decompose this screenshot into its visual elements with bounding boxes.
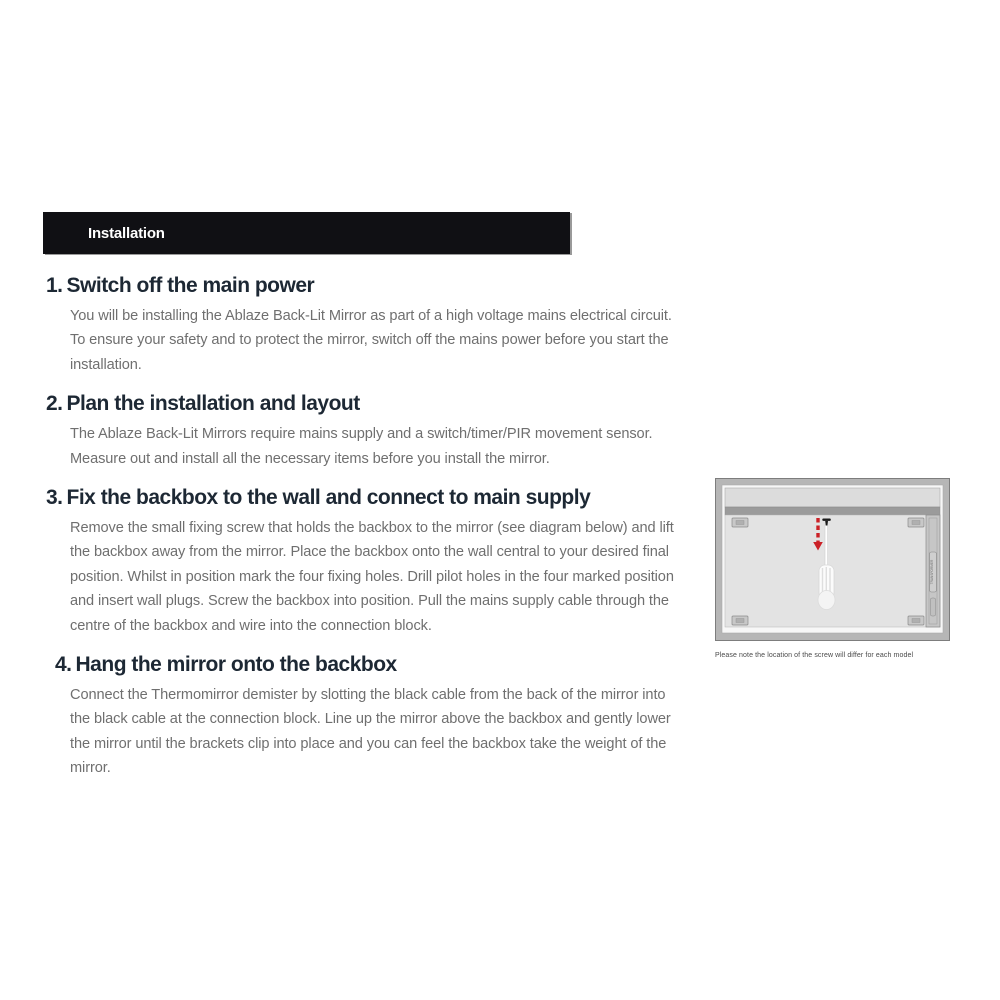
step-3-title: Fix the backbox to the wall and connect to main supply [66,486,591,510]
step-2 [46,392,696,471]
installation-steps [46,274,696,796]
step-4-title: Hang the mirror onto the backbox [75,653,397,677]
step-2-title: Plan the installation and layout [66,392,360,416]
corner-bracket-bottom-left [732,616,748,625]
step-4-number: 4. [55,653,72,677]
step-2-heading [46,392,696,416]
step-2-number: 2. [46,392,63,416]
corner-bracket-top-left [732,518,748,527]
step-3-body: Remove the small fixing screw that holds the backbox to the mirror (see diagram below) and lift the backbox away from the mirror. Place the backbox onto the wall central to your desired final position. Whilst in position mark the four fixing holes. Drill pilot holes in the four marked position and insert wall plugs. Screw the backbox into position. Pull the mains supply cable through the centre of the backbox and wire into the connection block. [70,520,674,634]
step-4-body: Connect the Thermomirror demister by slotting the black cable from the back of the mirror into the black cable at the connection block. Line up the mirror above the backbox and gently lower the mirror until the brackets clip into place and you can feel the backbox take the weight of the mirror. [70,687,671,777]
step-3 [46,486,696,638]
backbox-diagram [715,478,950,641]
step-1-number: 1. [46,274,63,297]
step-3-number: 3. [46,486,63,510]
section-title: Installation [88,224,165,242]
step-1-title: Switch off the main power [66,274,315,297]
backbox-top-band [725,488,940,507]
section-header-bar [43,212,570,254]
corner-bracket-bottom-right [908,616,924,625]
step-1-body: You will be installing the Ablaze Back-Lit Mirror as part of a high voltage mains electrical circuit. To ensure your safety and to protect the mirror, switch off the mains power before you start the installation. [70,308,672,373]
backbox-strip-slot [931,598,936,616]
corner-bracket-top-right [908,518,924,527]
step-2-body: The Ablaze Back-Lit Mirrors require mains supply and a switch/timer/PIR movement sensor. Measure out and install all the necessary items before you install the mirror. [70,426,653,467]
diagram-caption: Please note the location of the screw will differ for each model [715,652,914,659]
backbox-top-bar [725,507,940,515]
step-3-heading [46,486,696,510]
step-4-heading [46,653,696,677]
step-1-heading [46,274,696,298]
step-1 [46,274,696,377]
transformer-label-text: TRANSFORMER [930,559,935,585]
backbox-diagram-block [715,478,950,659]
step-4 [46,653,696,781]
